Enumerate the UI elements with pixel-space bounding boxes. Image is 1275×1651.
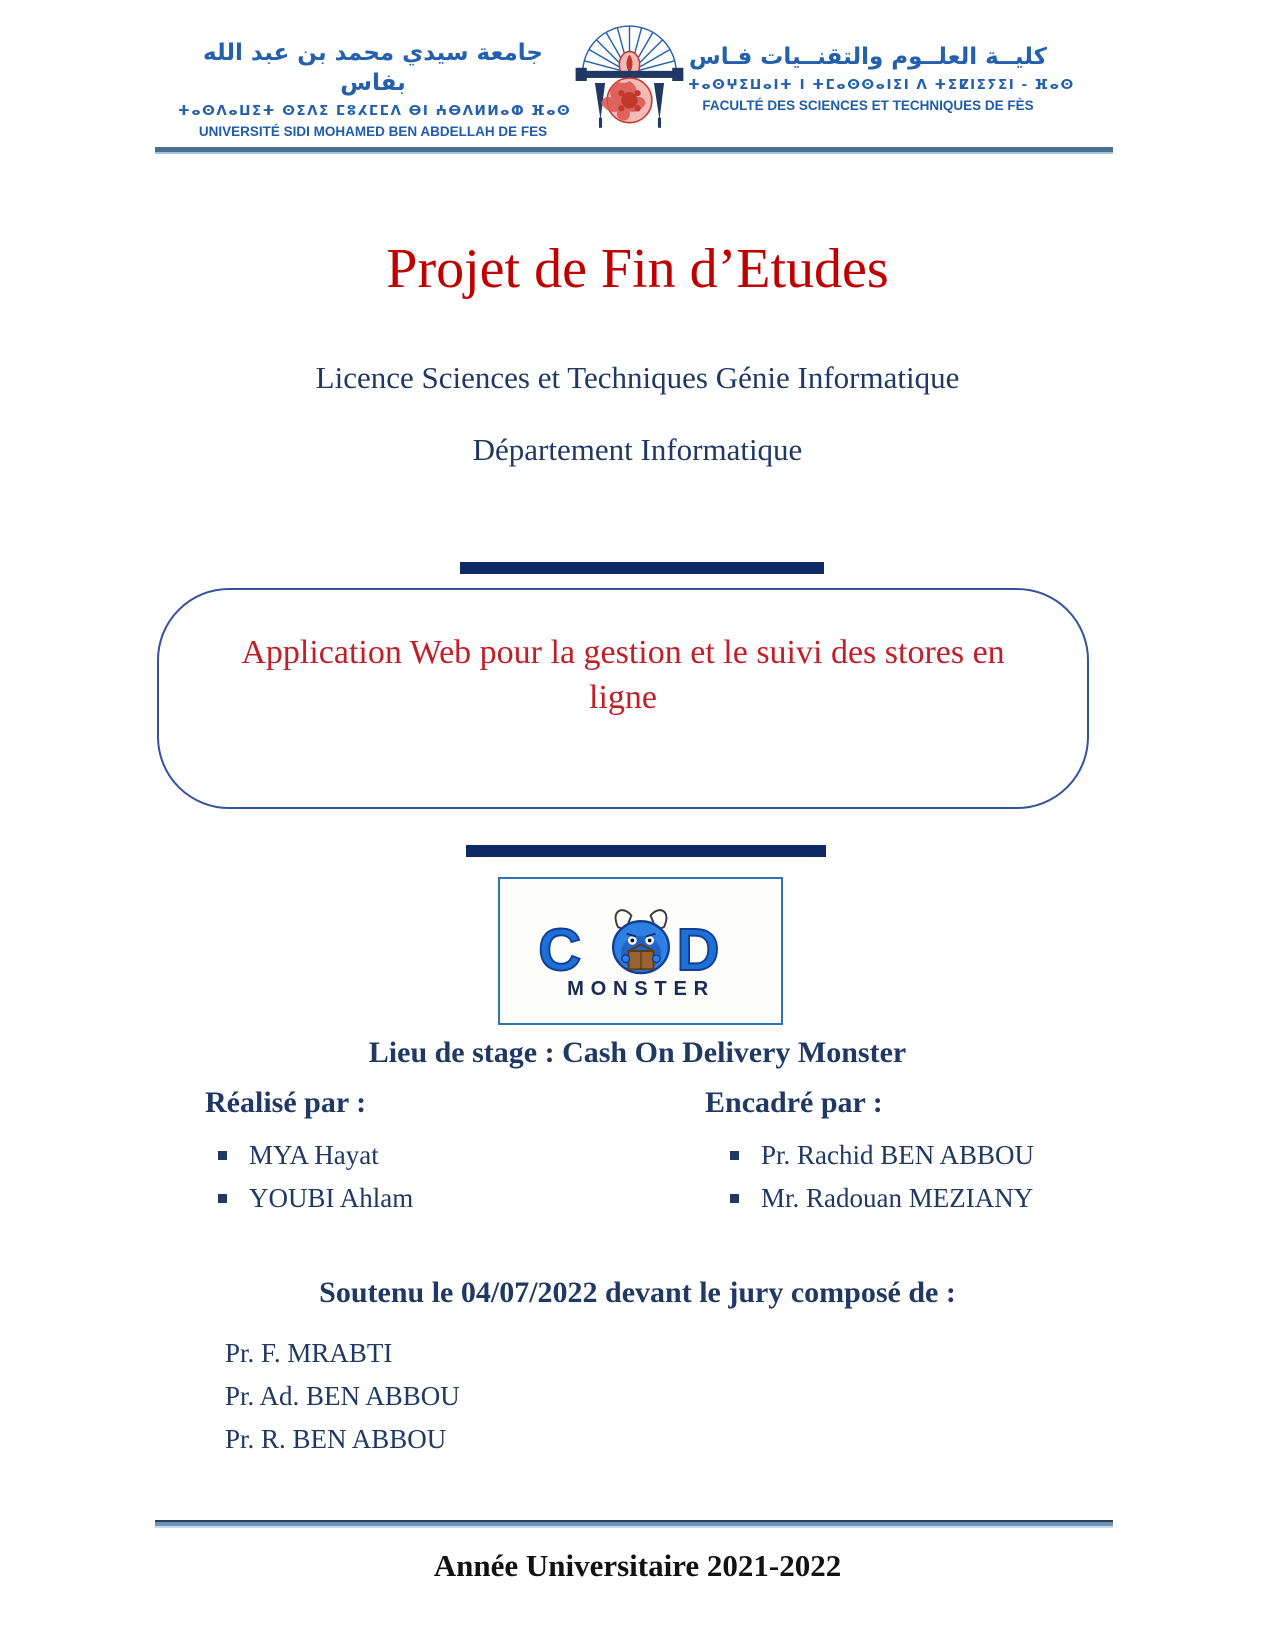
university-identity-block bbox=[178, 38, 572, 141]
jury-member: Pr. R. BEN ABBOU bbox=[225, 1424, 447, 1454]
logo-letter-c: C bbox=[537, 915, 581, 983]
divider-bar-top bbox=[460, 562, 824, 574]
monster-face-icon bbox=[613, 910, 669, 973]
jury-member: Pr. Ad. BEN ABBOU bbox=[225, 1381, 460, 1411]
cod-monster-logo-icon bbox=[521, 901, 761, 1002]
university-name-latin: UNIVERSITÉ SIDI MOHAMED BEN ABDELLAH DE FES bbox=[198, 124, 548, 139]
square-bullet-icon bbox=[218, 1194, 227, 1203]
university-name-tifinagh: ⵜⴰⵙⴷⴰⵡⵉⵜ ⵙⵉⴷⵉ ⵎⵓⵃⵎⵎⴷ ⴱⵏ ⵄⴱⴷⵍⵍⴰⵀ ⴼⴰⵙ bbox=[178, 103, 572, 119]
author-name: MYA Hayat bbox=[249, 1140, 379, 1170]
header-divider-rule bbox=[155, 147, 1113, 154]
encadre-par-label: Encadré par : bbox=[705, 1086, 883, 1119]
university-crest-icon bbox=[566, 20, 694, 142]
faculty-name-arabic: كليــة العلــوم والتقنــيات فـاس bbox=[688, 44, 1048, 70]
square-bullet-icon bbox=[218, 1151, 227, 1160]
internship-location-line: Lieu de stage : Cash On Delivery Monster bbox=[368, 1036, 907, 1069]
project-title bbox=[159, 630, 1087, 720]
logo-letter-d: D bbox=[676, 915, 720, 983]
authors-list bbox=[218, 1134, 413, 1220]
degree-subtitle: Licence Sciences et Techniques Génie Informatique bbox=[315, 360, 960, 395]
footer-divider-rule bbox=[155, 1520, 1113, 1528]
faculty-name-tifinagh: ⵜⴰⵙⵖⵉⵡⴰⵏⵜ ⵏ ⵜⵎⴰⵙⵙⴰⵏⵉⵏ ⴷ ⵜⵉⵇⵏⵉⵢⵉⵏ - ⴼⴰⵙ bbox=[688, 77, 1075, 93]
logo-word-monster: MONSTER bbox=[566, 977, 715, 1000]
list-item bbox=[218, 1134, 413, 1177]
department-subtitle: Département Informatique bbox=[472, 432, 803, 467]
project-title-box bbox=[157, 588, 1089, 809]
company-logo-box bbox=[498, 877, 783, 1025]
page-title: Projet de Fin d’Etudes bbox=[386, 238, 889, 300]
list-item bbox=[730, 1177, 1034, 1220]
project-title-line2: ligne bbox=[589, 679, 657, 716]
project-title-line1: Application Web pour la gestion et le suivi des stores en bbox=[241, 634, 1005, 671]
list-item bbox=[218, 1177, 413, 1220]
square-bullet-icon bbox=[730, 1151, 739, 1160]
faculty-name-latin: FACULTÉ DES SCIENCES ET TECHNIQUES DE FÈS bbox=[702, 98, 1034, 113]
supervisor-name: Mr. Radouan MEZIANY bbox=[761, 1183, 1034, 1213]
jury-member: Pr. F. MRABTI bbox=[225, 1338, 393, 1368]
jury-list bbox=[225, 1332, 460, 1461]
academic-year-line: Année Universitaire 2021-2022 bbox=[433, 1548, 842, 1583]
faculty-identity-block bbox=[688, 42, 1075, 115]
supervisors-list bbox=[730, 1134, 1034, 1220]
defense-date-line: Soutenu le 04/07/2022 devant le jury composé de : bbox=[319, 1276, 956, 1309]
square-bullet-icon bbox=[730, 1194, 739, 1203]
list-item bbox=[730, 1134, 1034, 1177]
realise-par-label: Réalisé par : bbox=[205, 1086, 367, 1119]
supervisor-name: Pr. Rachid BEN ABBOU bbox=[761, 1140, 1035, 1170]
university-name-arabic: جامعة سيدي محمد بن عبد الله بفاس bbox=[203, 40, 543, 96]
author-name: YOUBI Ahlam bbox=[249, 1183, 414, 1213]
divider-bar-bottom bbox=[466, 845, 826, 857]
